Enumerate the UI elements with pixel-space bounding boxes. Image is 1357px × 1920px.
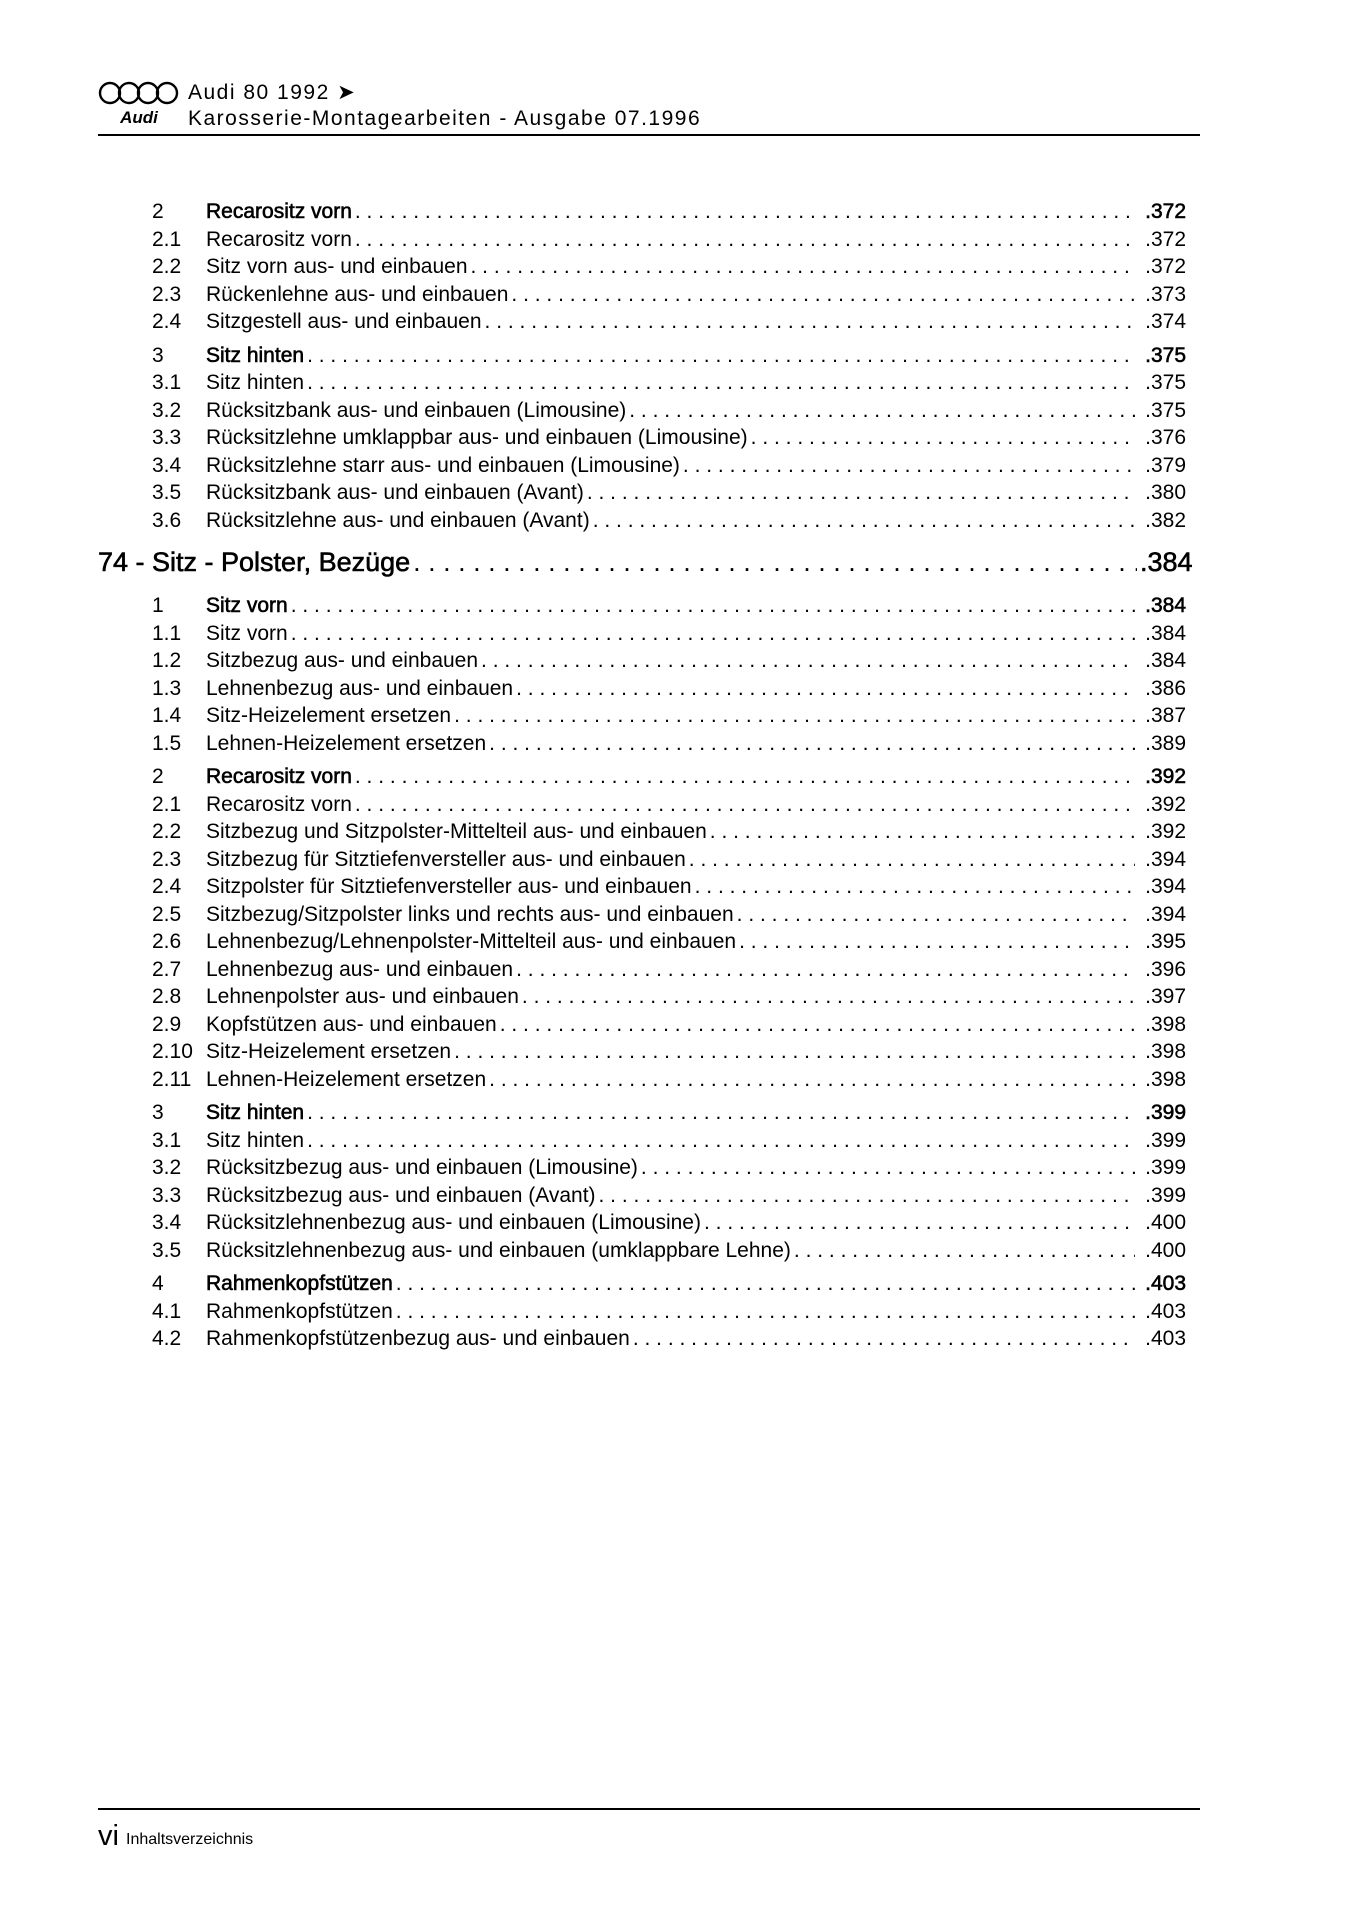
toc-title: Rahmenkopfstützen bbox=[206, 1272, 393, 1295]
toc-number: 2.1 bbox=[152, 792, 182, 816]
toc-entry-row[interactable] bbox=[98, 1209, 1198, 1237]
toc-title: Sitzgestell aus- und einbauen bbox=[206, 310, 482, 333]
toc-dot-leader bbox=[481, 647, 1135, 674]
toc-page-number: .392 bbox=[1145, 765, 1186, 788]
toc-entry-row[interactable] bbox=[98, 873, 1198, 901]
toc-title: Recarositz vorn bbox=[206, 765, 352, 788]
footer-page-number: vi bbox=[98, 1820, 119, 1852]
toc-page-number: .384 bbox=[1140, 547, 1193, 577]
toc-number: 3.2 bbox=[152, 398, 182, 422]
toc-entry-row[interactable] bbox=[98, 1066, 1198, 1094]
toc-dot-leader bbox=[307, 342, 1135, 369]
toc-number: 3.5 bbox=[152, 1238, 182, 1262]
toc-title: Sitz-Heizelement ersetzen bbox=[206, 1040, 452, 1063]
toc-title: Recarositz vorn bbox=[206, 200, 352, 223]
toc-title: Sitz vorn aus- und einbauen bbox=[206, 255, 468, 278]
toc-entry-row[interactable] bbox=[98, 1127, 1198, 1155]
toc-dot-leader bbox=[593, 507, 1135, 534]
toc-entry-row[interactable] bbox=[98, 730, 1198, 758]
toc-dot-leader bbox=[739, 928, 1135, 955]
toc-number: 4 bbox=[152, 1272, 164, 1295]
toc-title: Recarositz vorn bbox=[206, 792, 352, 816]
toc-title: Recarositz vorn bbox=[206, 227, 352, 251]
toc-page-number: .403 bbox=[1145, 1327, 1186, 1350]
toc-dot-leader bbox=[413, 538, 1137, 586]
toc-title: Rücksitzbank aus- und einbauen (Limousine) bbox=[206, 398, 627, 422]
toc-number: 3.4 bbox=[152, 453, 182, 477]
toc-page-number: .392 bbox=[1145, 792, 1186, 816]
toc-number: 3.6 bbox=[152, 508, 182, 532]
toc-dot-leader bbox=[485, 308, 1135, 335]
toc-entry-row[interactable] bbox=[98, 226, 1198, 254]
toc-title: Sitz hinten bbox=[206, 1128, 305, 1152]
toc-title: Rücksitzbank aus- und einbauen (Avant) bbox=[206, 481, 584, 504]
toc-dot-leader bbox=[291, 620, 1135, 647]
toc-entry-row[interactable] bbox=[98, 1038, 1198, 1066]
toc-dot-leader bbox=[396, 1298, 1135, 1325]
toc-dot-leader bbox=[489, 1066, 1135, 1093]
toc-dot-leader bbox=[454, 1038, 1135, 1065]
toc-entry-row[interactable] bbox=[98, 369, 1198, 397]
toc-entry-row[interactable] bbox=[98, 983, 1198, 1011]
toc-dot-leader bbox=[689, 846, 1135, 873]
toc-title: Sitzbezug für Sitztiefenversteller aus- und einbauen bbox=[206, 847, 686, 871]
toc-title: Lehnenbezug aus- und einbauen bbox=[206, 957, 514, 981]
toc-page-number: .384 bbox=[1145, 649, 1186, 672]
toc-number: 2.4 bbox=[152, 875, 182, 898]
toc-dot-leader bbox=[516, 675, 1135, 702]
toc-dot-leader bbox=[751, 424, 1135, 451]
toc-chapter-row[interactable] bbox=[98, 763, 1198, 791]
toc-page-number: .397 bbox=[1145, 985, 1186, 1008]
toc-section-heading[interactable] bbox=[98, 538, 1198, 586]
toc-page-number: .375 bbox=[1145, 371, 1186, 394]
toc-entry-row[interactable] bbox=[98, 253, 1198, 281]
toc-page-number: .375 bbox=[1145, 343, 1186, 367]
toc-entry-row[interactable] bbox=[98, 1237, 1198, 1265]
toc-entry-row[interactable] bbox=[98, 620, 1198, 648]
toc-dot-leader bbox=[599, 1182, 1135, 1209]
toc-chapter-row[interactable] bbox=[98, 1270, 1198, 1298]
toc-page-number: .394 bbox=[1145, 875, 1186, 898]
toc-dot-leader bbox=[355, 763, 1135, 790]
toc-entry-row[interactable] bbox=[98, 308, 1198, 336]
toc-number: 2.4 bbox=[152, 310, 182, 333]
toc-title: Sitz hinten bbox=[206, 1101, 305, 1124]
toc-page-number: .399 bbox=[1145, 1101, 1186, 1124]
toc-title: Sitz hinten bbox=[206, 371, 305, 394]
toc-title: Rahmenkopfstützen bbox=[206, 1299, 393, 1323]
toc-entry-row[interactable] bbox=[98, 507, 1198, 535]
toc-title: Rücksitzlehne starr aus- und einbauen (Limousine) bbox=[206, 453, 680, 477]
toc-number: 2.8 bbox=[152, 985, 182, 1008]
toc-page-number: .403 bbox=[1145, 1272, 1186, 1295]
toc-entry-row[interactable] bbox=[98, 1298, 1198, 1326]
toc-dot-leader bbox=[307, 1127, 1135, 1154]
toc-entry-row[interactable] bbox=[98, 846, 1198, 874]
toc-number: 1.2 bbox=[152, 649, 182, 672]
audi-logo-text: Audi bbox=[120, 108, 158, 127]
toc-title: Sitzbezug aus- und einbauen bbox=[206, 649, 479, 672]
toc-number: 3.4 bbox=[152, 1211, 182, 1234]
toc-dot-leader bbox=[516, 956, 1135, 983]
toc-page-number: .389 bbox=[1145, 731, 1186, 755]
toc-number: 3.1 bbox=[152, 371, 182, 394]
toc-title: Lehnenbezug aus- und einbauen bbox=[206, 676, 514, 700]
toc-dot-leader bbox=[704, 1209, 1135, 1236]
toc-number: 2.6 bbox=[152, 930, 182, 953]
toc-title: Rückenlehne aus- und einbauen bbox=[206, 282, 509, 306]
toc-page-number: .374 bbox=[1145, 310, 1186, 333]
toc-number: 2.2 bbox=[152, 255, 182, 278]
toc-title: Rahmenkopfstützenbezug aus- und einbauen bbox=[206, 1327, 630, 1350]
toc-number: 3 bbox=[152, 343, 164, 367]
toc-page-number: .372 bbox=[1145, 227, 1186, 251]
toc-entry-row[interactable] bbox=[98, 452, 1198, 480]
toc-number: 3 bbox=[152, 1101, 164, 1124]
toc-chapter-row[interactable] bbox=[98, 342, 1198, 370]
toc-page-number: .384 bbox=[1145, 621, 1186, 645]
toc-dot-leader bbox=[794, 1237, 1135, 1264]
footer-label: Inhaltsverzeichnis bbox=[126, 1831, 254, 1848]
toc-page-number: .386 bbox=[1145, 676, 1186, 700]
toc-page-number: .398 bbox=[1145, 1012, 1186, 1036]
toc-entry-row[interactable] bbox=[98, 479, 1198, 507]
toc-title: Rücksitzlehne umklappbar aus- und einbauen (Limousine) bbox=[206, 426, 748, 449]
toc-entry-row[interactable] bbox=[98, 702, 1198, 730]
toc-page-number: .394 bbox=[1145, 847, 1186, 871]
toc-page-number: .399 bbox=[1145, 1156, 1186, 1179]
toc-title: Lehnen-Heizelement ersetzen bbox=[206, 1067, 487, 1091]
toc-page-number: .392 bbox=[1145, 820, 1186, 843]
toc-dot-leader bbox=[454, 702, 1135, 729]
toc-title: Sitz hinten bbox=[206, 343, 305, 367]
toc-page-number: .398 bbox=[1145, 1067, 1186, 1091]
toc-dot-leader bbox=[355, 791, 1135, 818]
toc-entry-row[interactable] bbox=[98, 647, 1198, 675]
toc-title: Sitzbezug und Sitzpolster-Mittelteil aus- und einbauen bbox=[206, 820, 707, 843]
toc-page-number: .382 bbox=[1145, 508, 1186, 532]
audi-logo-icon bbox=[98, 80, 180, 128]
toc-title: Rücksitzbezug aus- und einbauen (Avant) bbox=[206, 1183, 596, 1207]
toc-entry-row[interactable] bbox=[98, 1182, 1198, 1210]
toc-dot-leader bbox=[500, 1011, 1135, 1038]
toc-number: 3.3 bbox=[152, 426, 182, 449]
toc-number: 2.10 bbox=[152, 1040, 193, 1063]
page-header bbox=[98, 78, 1200, 136]
document-title: Audi 80 1992 ➤ bbox=[188, 81, 357, 104]
toc-chapter-row[interactable] bbox=[98, 592, 1198, 620]
toc-page-number: .375 bbox=[1145, 398, 1186, 422]
toc-entry-row[interactable] bbox=[98, 818, 1198, 846]
toc-entry-row[interactable] bbox=[98, 791, 1198, 819]
toc-chapter-row[interactable] bbox=[98, 1099, 1198, 1127]
toc-page-number: .387 bbox=[1145, 704, 1186, 727]
toc-page-number: .376 bbox=[1145, 426, 1186, 449]
toc-dot-leader bbox=[695, 873, 1135, 900]
toc-dot-leader bbox=[471, 253, 1135, 280]
toc-number: 3.2 bbox=[152, 1156, 182, 1179]
toc-page-number: .396 bbox=[1145, 957, 1186, 981]
toc-page-number: .384 bbox=[1145, 594, 1186, 617]
toc-dot-leader bbox=[307, 369, 1135, 396]
toc-number: 2.3 bbox=[152, 847, 182, 871]
toc-number: 2.5 bbox=[152, 902, 182, 926]
toc-title: Rücksitzlehnenbezug aus- und einbauen (Limousine) bbox=[206, 1211, 701, 1234]
toc-title: Kopfstützen aus- und einbauen bbox=[206, 1012, 497, 1036]
toc-number: 2.1 bbox=[152, 227, 182, 251]
toc-title: Rücksitzbezug aus- und einbauen (Limousine) bbox=[206, 1156, 638, 1179]
toc-page-number: .399 bbox=[1145, 1128, 1186, 1152]
toc-title: Sitzbezug/Sitzpolster links und rechts aus- und einbauen bbox=[206, 902, 734, 926]
toc-number: 1.5 bbox=[152, 731, 182, 755]
toc-page-number: .372 bbox=[1145, 255, 1186, 278]
toc-title: Sitzpolster für Sitztiefenversteller aus- und einbauen bbox=[206, 875, 692, 898]
toc-title: Sitz-Heizelement ersetzen bbox=[206, 704, 452, 727]
toc-number: 2.3 bbox=[152, 282, 182, 306]
toc-entry-row[interactable] bbox=[98, 1011, 1198, 1039]
toc-number: 3.5 bbox=[152, 481, 182, 504]
toc-dot-leader bbox=[489, 730, 1135, 757]
toc-title: Lehnenbezug/Lehnenpolster-Mittelteil aus- und einbauen bbox=[206, 930, 737, 953]
toc-dot-leader bbox=[396, 1270, 1135, 1297]
toc-entry-row[interactable] bbox=[98, 397, 1198, 425]
toc-page-number: .399 bbox=[1145, 1183, 1186, 1207]
toc-chapter-row[interactable] bbox=[98, 198, 1198, 226]
toc-number: 3.1 bbox=[152, 1128, 182, 1152]
toc-title: Lehnen-Heizelement ersetzen bbox=[206, 731, 487, 755]
toc-number: 2.9 bbox=[152, 1012, 182, 1036]
toc-dot-leader bbox=[291, 592, 1135, 619]
toc-page-number: .395 bbox=[1145, 930, 1186, 953]
toc-page-number: .394 bbox=[1145, 902, 1186, 926]
toc-page-number: .379 bbox=[1145, 453, 1186, 477]
toc-dot-leader bbox=[587, 479, 1135, 506]
toc-number: 2.2 bbox=[152, 820, 182, 843]
toc-number: 4.1 bbox=[152, 1299, 182, 1323]
toc-number: 1.4 bbox=[152, 704, 182, 727]
toc-page-number: .398 bbox=[1145, 1040, 1186, 1063]
toc-page-number: .372 bbox=[1145, 200, 1186, 223]
toc-page-number: .373 bbox=[1145, 282, 1186, 306]
toc-entry-row[interactable] bbox=[98, 281, 1198, 309]
toc-dot-leader bbox=[355, 226, 1135, 253]
toc-title: 74 - Sitz - Polster, Bezüge bbox=[98, 547, 411, 577]
toc-entry-row[interactable] bbox=[98, 956, 1198, 984]
toc-dot-leader bbox=[522, 983, 1135, 1010]
toc-number: 1.1 bbox=[152, 621, 182, 645]
toc-title: Sitz vorn bbox=[206, 594, 288, 617]
toc-entry-row[interactable] bbox=[98, 1325, 1198, 1353]
toc-page-number: .400 bbox=[1145, 1238, 1186, 1262]
toc-dot-leader bbox=[629, 397, 1135, 424]
table-of-contents bbox=[98, 192, 1198, 1353]
toc-number: 2 bbox=[152, 200, 164, 223]
toc-dot-leader bbox=[307, 1099, 1135, 1126]
toc-entry-row[interactable] bbox=[98, 675, 1198, 703]
document-subtitle: Karosserie-Montagearbeiten - Ausgabe 07.1996 bbox=[188, 107, 702, 130]
toc-dot-leader bbox=[710, 818, 1135, 845]
toc-entry-row[interactable] bbox=[98, 928, 1198, 956]
toc-number: 4.2 bbox=[152, 1327, 182, 1350]
toc-dot-leader bbox=[737, 901, 1135, 928]
toc-dot-leader bbox=[355, 198, 1135, 225]
toc-dot-leader bbox=[683, 452, 1135, 479]
toc-title: Rücksitzlehnenbezug aus- und einbauen (umklappbare Lehne) bbox=[206, 1238, 791, 1262]
toc-title: Lehnenpolster aus- und einbauen bbox=[206, 985, 519, 1008]
toc-number: 2 bbox=[152, 765, 164, 788]
toc-entry-row[interactable] bbox=[98, 1154, 1198, 1182]
toc-entry-row[interactable] bbox=[98, 901, 1198, 929]
page-footer bbox=[98, 1808, 1200, 1852]
toc-dot-leader bbox=[511, 281, 1135, 308]
toc-page-number: .400 bbox=[1145, 1211, 1186, 1234]
toc-page-number: .403 bbox=[1145, 1299, 1186, 1323]
toc-number: 2.11 bbox=[152, 1067, 192, 1091]
toc-title: Sitz vorn bbox=[206, 621, 288, 645]
toc-number: 3.3 bbox=[152, 1183, 182, 1207]
toc-number: 2.7 bbox=[152, 957, 182, 981]
toc-number: 1.3 bbox=[152, 676, 182, 700]
toc-number: 1 bbox=[152, 594, 164, 617]
toc-dot-leader bbox=[633, 1325, 1135, 1352]
toc-entry-row[interactable] bbox=[98, 424, 1198, 452]
toc-title: Rücksitzlehne aus- und einbauen (Avant) bbox=[206, 508, 590, 532]
toc-dot-leader bbox=[641, 1154, 1135, 1181]
toc-page-number: .380 bbox=[1145, 481, 1186, 504]
